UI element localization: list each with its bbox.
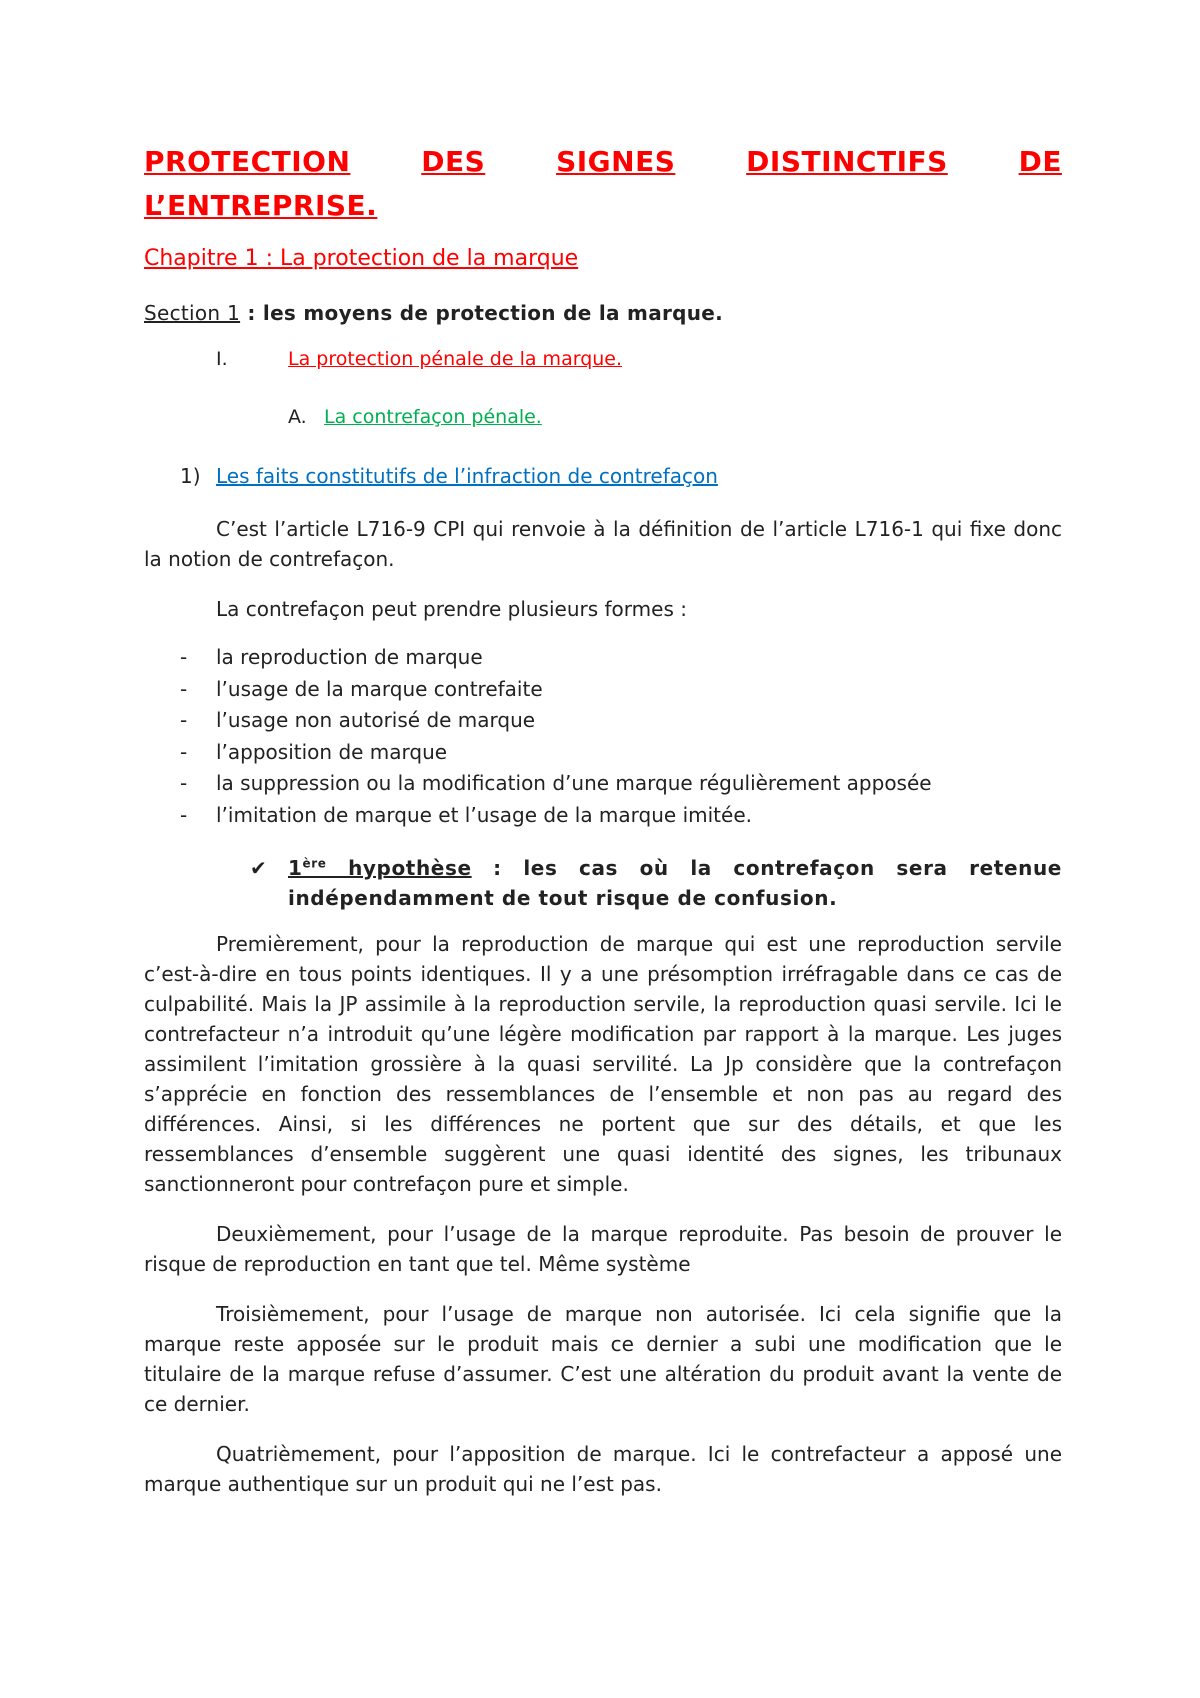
dash-bullet: - [180,645,188,669]
title-line-1 [144,140,1062,184]
paragraph-body: Troisièmement, pour l’usage de marque non autorisée. Ici cela signifie que la marque reste apposée sur le produit mais ce dernier a subi une modification que le titulaire de la marque refuse d’assumer. C’est une altération du produit avant la vente de ce dernier. [144,1302,1062,1416]
dash-bullet: - [180,771,188,795]
document-page [144,140,1062,1499]
dash-bullet: - [180,676,188,701]
hypothesis-label: 1ère hypothèse [288,856,472,880]
list-item: - l’apposition de marque [144,737,1062,769]
chapter-heading: Chapitre 1 : La protection de la marque [144,246,579,271]
arabic-heading-text: Les faits constitutifs de l’infraction de contrefaçon [216,464,718,488]
section-heading [144,298,1062,328]
list-item: - l’imitation de marque et l’usage de la marque imitée. [144,800,1062,832]
heading-level-arabic [144,464,1062,494]
arabic-number: 1) [180,464,201,488]
paragraph-body: Deuxièmement, pour l’usage de la marque reproduite. Pas besoin de prouver le risque de reproduction en tant que tel. Même système [144,1222,1062,1276]
list-item: - l’usage de la marque contrefaite [144,674,1062,706]
title-word: DE [1018,145,1062,178]
hypothesis-heading [144,853,1062,913]
paragraph-forms-intro: La contrefaçon peut prendre plusieurs formes : [216,597,687,621]
dash-bullet: - [180,708,188,732]
document-title [144,140,1062,228]
checkmark-icon: ✔ [250,856,268,880]
list-item: - la reproduction de marque [144,642,1062,674]
list-item: - l’usage non autorisé de marque [144,705,1062,737]
title-word: DISTINCTIFS [746,145,948,178]
heading-level-alpha [144,406,1062,436]
roman-numeral: I. [216,348,228,370]
alpha-letter: A. [288,406,307,428]
paragraph-body: Premièrement, pour la reproduction de marque qui est une reproduction servile c’est-à-dire en tous points identiques. Il y a une présomption irréfragable dans ce cas de culpabilité. Mais la JP assimile à la reproduction servile, la reproduction quasi servile. Ici le contrefacteur n’a introduit qu’une légère modification par rapport à la marque. Les juges assimilent l’imitation grossière à la quasi servilité. La Jp considère que la contrefaçon s’apprécie en fonction des ressemblances de l’ensemble et non pas au regard des différences. Ainsi, si les différences ne portent que sur des détails, et que les ressemblances d’ensemble suggèrent une quasi identité des signes, les tribunaux sanctionneront pour contrefaçon pure et simple. [144,932,1062,1196]
alpha-heading-text: La contrefaçon pénale. [324,406,542,428]
title-line-2: L’ENTREPRISE. [144,189,378,222]
dash-bullet: - [180,739,188,764]
title-word: PROTECTION [144,145,351,178]
heading-level-roman [144,348,1062,378]
title-word: DES [421,145,486,178]
paragraph-article: C’est l’article L716-9 CPI qui renvoie à la définition de l’article L716-1 qui fixe donc la notion de contrefaçon. [144,517,1062,571]
paragraph-body: Quatrièmement, pour l’apposition de marque. Ici le contrefacteur a apposé une marque authentique sur un produit qui ne l’est pas. [144,1442,1062,1496]
list-item: - la suppression ou la modification d’une marque régulièrement apposée [144,768,1062,800]
section-title: : les moyens de protection de la marque. [240,301,724,325]
section-label: Section 1 [144,301,241,325]
dash-bullet: - [180,802,188,827]
hypothesis-text: : les cas où la contrefaçon sera retenue indépendamment de tout risque de confusion. [288,856,1062,910]
roman-heading-text: La protection pénale de la marque. [288,348,623,370]
title-word: SIGNES [556,145,676,178]
forms-list [144,642,1062,831]
